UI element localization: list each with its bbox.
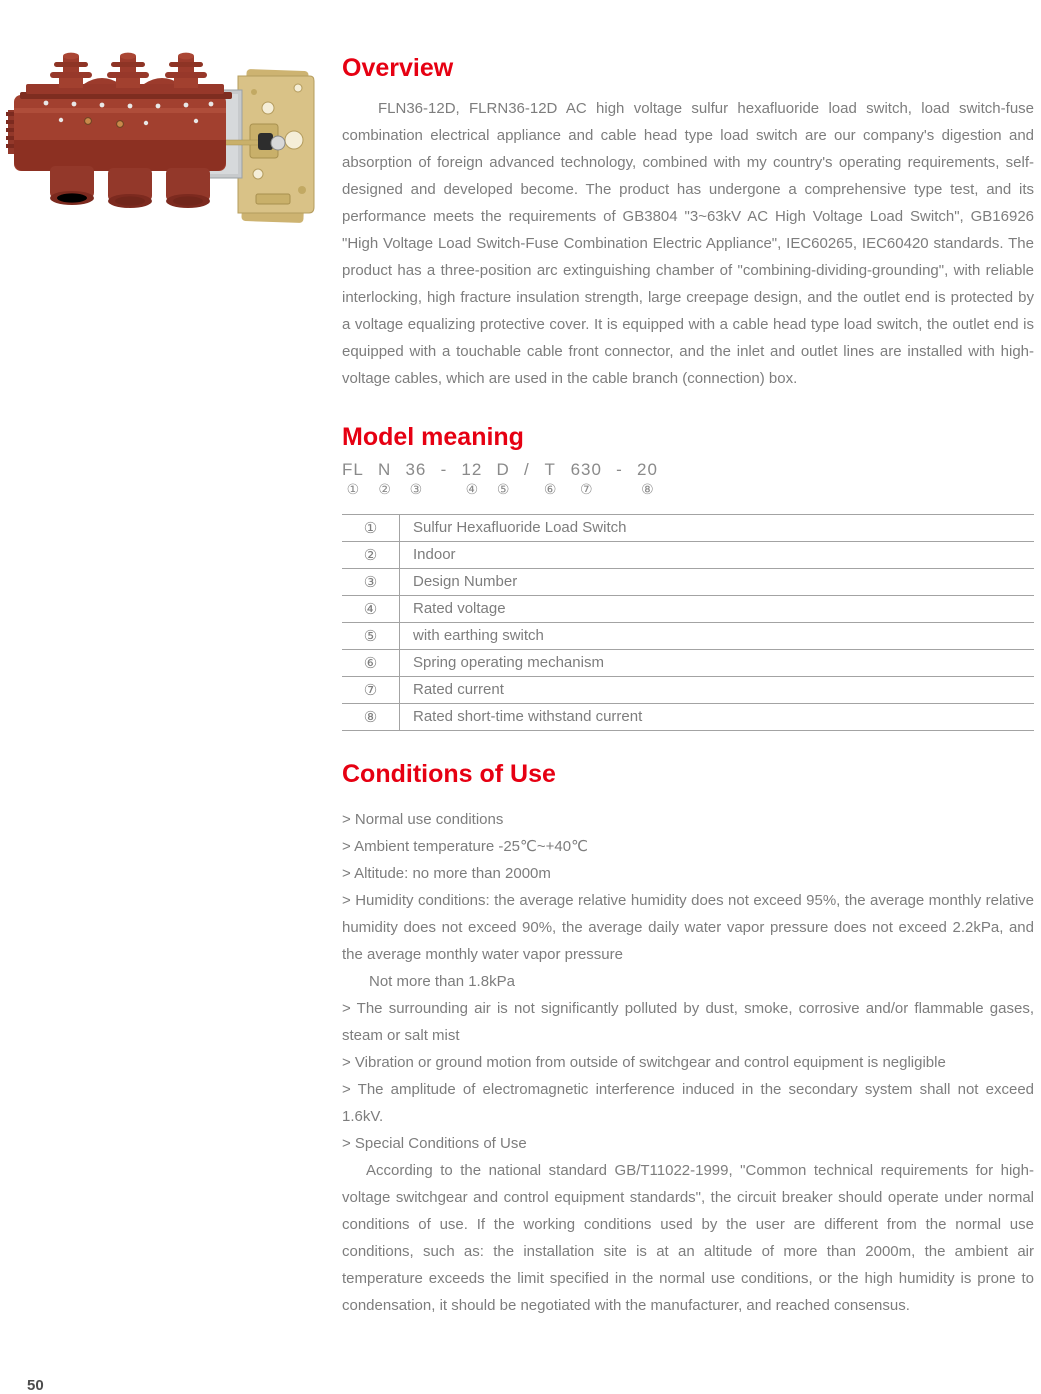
model-code-circle-number: ③ [409, 481, 423, 497]
table-cell-description: Design Number [399, 569, 1034, 595]
condition-item: > The surrounding air is not significantly polluted by dust, smoke, corrosive and/or flammable gases, steam or salt mist [342, 1000, 1034, 1044]
bushings [50, 53, 207, 88]
model-code-part: 36 [405, 460, 427, 479]
table-cell-number: ⑦ [363, 681, 378, 699]
cable-port [166, 168, 210, 208]
table-cell-description: Rated voltage [399, 596, 1034, 622]
table-cell-number: ② [363, 546, 378, 564]
condition-item: > Special Conditions of Use [342, 1135, 527, 1152]
table-row [342, 623, 1034, 650]
table-cell-description: Sulfur Hexafluoride Load Switch [399, 515, 1034, 541]
model-code-circle-number: ⑥ [543, 481, 557, 497]
table-row [342, 596, 1034, 623]
model-code-segment [461, 460, 482, 498]
model-code-part: 630 [570, 460, 602, 479]
table-cell-description: Indoor [399, 542, 1034, 568]
overview-heading: Overview [342, 54, 454, 82]
page-number: 50 [27, 1377, 44, 1394]
table-row [342, 542, 1034, 569]
model-code-segment [378, 460, 391, 498]
overview-section [342, 55, 1034, 392]
table-cell-number: ⑥ [363, 654, 378, 672]
model-code-part: 20 [636, 460, 658, 479]
cable-ports [50, 166, 210, 208]
table-row [342, 650, 1034, 677]
model-code-segment [441, 460, 448, 498]
table-cell-description: Rated current [399, 677, 1034, 703]
table-cell-number: ⑧ [363, 708, 378, 726]
table-row [342, 515, 1034, 542]
tank-body [14, 78, 232, 171]
model-meaning-heading: Model meaning [342, 423, 524, 451]
model-code-segment [405, 460, 426, 498]
condition-item: Not more than 1.8kPa [369, 973, 515, 990]
model-code-circle-number: ① [346, 481, 360, 497]
table-cell-description: with earthing switch [399, 623, 1034, 649]
condition-item: > Ambient temperature -25℃~+40℃ [342, 838, 588, 855]
conditions-heading: Conditions of Use [342, 760, 556, 788]
model-code-segment [637, 460, 658, 498]
condition-item: > Normal use conditions [342, 811, 504, 828]
model-code-part: - [616, 460, 623, 479]
condition-item: > The amplitude of electromagnetic interference induced in the secondary system shall not exceed 1.6kV. [342, 1081, 1034, 1125]
sf6-load-switch-illustration [6, 48, 332, 238]
model-code-segment [497, 460, 510, 498]
model-code [342, 460, 1034, 498]
model-code-part: FL [342, 460, 364, 479]
model-code-part: D [496, 460, 510, 479]
model-code-part: N [378, 460, 392, 479]
table-cell-number: ④ [363, 600, 378, 618]
conditions-list [342, 806, 1034, 1319]
bushing [50, 53, 92, 88]
table-cell-number: ⑤ [363, 627, 378, 645]
table-row [342, 704, 1034, 731]
condition-item: > Vibration or ground motion from outside of switchgear and control equipment is negligible [342, 1054, 946, 1071]
table-cell-number: ① [363, 519, 378, 537]
model-code-circle-number: ② [378, 481, 391, 497]
model-code-segment [342, 460, 364, 498]
table-cell-description: Rated short-time withstand current [399, 704, 1034, 730]
model-code-segment [616, 460, 623, 498]
model-code-part: T [544, 460, 556, 479]
model-code-circle-number: ⑤ [496, 481, 510, 497]
cable-port [50, 166, 94, 205]
model-code-segment [524, 460, 530, 498]
page-content [342, 55, 1034, 1319]
model-code-part: - [440, 460, 448, 479]
model-code-circle-number: ④ [465, 481, 479, 497]
table-cell-description: Spring operating mechanism [399, 650, 1034, 676]
condition-item: > Altitude: no more than 2000m [342, 865, 551, 882]
conditions-section [342, 761, 1034, 1319]
overview-paragraph: FLN36-12D, FLRN36-12D AC high voltage sulfur hexafluoride load switch, load switch-fuse combination electrical appliance and cable head type load switch are our company's digestion and absorption of foreign advanced technology, combined with my country's operating requirements, self-designed and developed become. The product has undergone a comprehensive type test, and its performance meets the requirements of GB3804 "3~63kV AC High Voltage Load Switch", GB16926 "High Voltage Load Switch-Fuse Combination Electric Appliance", IEC60265, IEC60420 standards. The product has a three-position arc extinguishing chamber of "combining-dividing-grounding", with reliable interlocking, high fracture insulation strength, large creepage design, and the outlet end is protected by a voltage equalizing protective cover. It is equipped with a cable head type load switch, the outlet end is equipped with a touchable cable front connector, and the inlet and outlet lines are installed with high-voltage cables, which are used in the cable branch (connection) box. [342, 100, 1034, 387]
table-row [342, 569, 1034, 596]
table-row [342, 677, 1034, 704]
product-photo [6, 48, 332, 238]
model-code-segment [544, 460, 557, 498]
model-meaning-section [342, 424, 1034, 731]
condition-item: According to the national standard GB/T11022-1999, "Common technical requirements for high-voltage switchgear and control equipment standards", the circuit breaker should operate under normal conditions of use. If the working conditions used by the user are different from the normal use conditions, such as: the installation site is at an altitude of more than 2000m, the ambient air temperature exceeds the limit specified in the normal use conditions, or the high humidity is prone to condensation, it should be negotiated with the manufacturer, and reached consensus. [342, 1162, 1034, 1314]
model-code-circle-number: ⑦ [580, 481, 593, 497]
cable-port [108, 168, 152, 208]
condition-item: > Humidity conditions: the average relative humidity does not exceed 95%, the average monthly relative humidity does not exceed 90%, the average daily water vapor pressure does not exceed 2.2kPa, and the average monthly water vapor pressure [342, 892, 1034, 963]
model-code-part: 12 [461, 460, 483, 479]
table-cell-number: ③ [363, 573, 378, 591]
model-meaning-table [342, 514, 1034, 731]
model-code-segment [571, 460, 602, 498]
model-code-circle-number: ⑧ [641, 481, 654, 497]
model-code-part: / [523, 460, 530, 479]
